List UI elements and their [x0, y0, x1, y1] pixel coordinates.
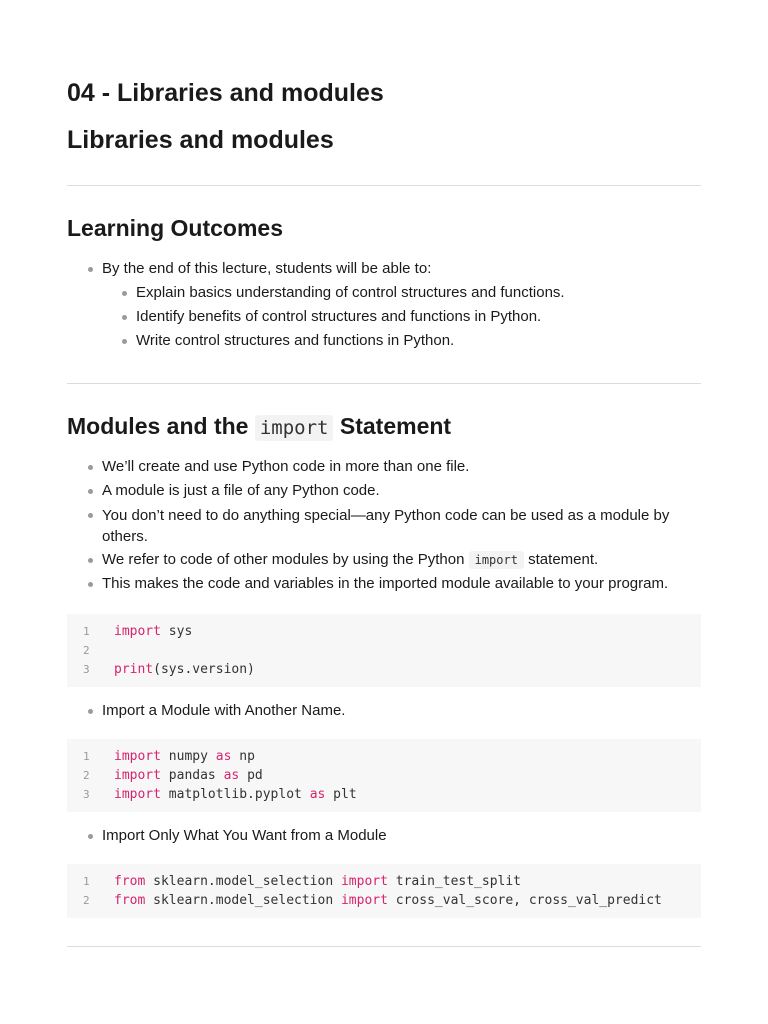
- divider: [67, 383, 701, 384]
- line-number: 2: [83, 894, 90, 907]
- list-item-text: By the end of this lecture, students will be able to:: [102, 260, 432, 277]
- modules-list: [102, 455, 702, 596]
- code-line: [67, 641, 701, 660]
- list-item: We’ll create and use Python code in more than one file.: [102, 455, 702, 479]
- code-line: [67, 766, 701, 785]
- code-text: train_test_split: [387, 874, 522, 889]
- line-number: 1: [83, 875, 90, 888]
- code-text: np: [231, 749, 255, 764]
- inline-code: import: [469, 551, 524, 569]
- section-heading-learning-outcomes: Learning Outcomes: [67, 215, 283, 241]
- code-text: matplotlib.pyplot: [160, 787, 310, 802]
- code-line: [67, 660, 701, 679]
- learning-outcomes-list: [102, 257, 702, 353]
- line-number: 2: [83, 769, 90, 782]
- inline-code: import: [255, 415, 334, 441]
- keyword: import: [114, 749, 161, 764]
- keyword: from: [114, 893, 146, 908]
- from-import-list: [102, 824, 702, 848]
- line-number: 1: [83, 625, 90, 638]
- list-item: [102, 257, 702, 353]
- line-number: 3: [83, 788, 90, 801]
- code-text: pandas: [160, 768, 224, 783]
- list-item: [102, 548, 702, 572]
- list-item: A module is just a file of any Python code.: [102, 479, 702, 503]
- code-line: [67, 872, 701, 891]
- code-text: sklearn.model_selection: [145, 893, 341, 908]
- list-item: Explain basics understanding of control structures and functions.: [136, 281, 702, 305]
- list-item: This makes the code and variables in the imported module available to your program.: [102, 572, 702, 596]
- keyword: import: [114, 787, 161, 802]
- code-block-import-sys: [67, 614, 701, 687]
- list-item: Write control structures and functions in Python.: [136, 329, 702, 353]
- code-line: [67, 622, 701, 641]
- code-line: [67, 891, 701, 910]
- alias-list: [102, 699, 702, 723]
- code-text: cross_val_score, cross_val_predict: [387, 893, 662, 908]
- code-text: plt: [325, 787, 357, 802]
- code-text: (sys.version): [153, 662, 255, 677]
- page-subtitle: Libraries and modules: [67, 126, 334, 154]
- code-line: [67, 747, 701, 766]
- code-line: [67, 785, 701, 804]
- heading-text: Statement: [339, 413, 452, 439]
- code-block-from-import: [67, 864, 701, 918]
- code-text: sklearn.model_selection: [145, 874, 341, 889]
- keyword: as: [223, 768, 240, 783]
- list-item: Import Only What You Want from a Module: [102, 824, 702, 848]
- sub-list: [102, 281, 702, 353]
- list-item: Identify benefits of control structures and functions in Python.: [136, 305, 702, 329]
- keyword: import: [114, 768, 161, 783]
- list-item-text: We refer to code of other modules by using the Python: [102, 551, 465, 568]
- line-number: 3: [83, 663, 90, 676]
- heading-text: Modules and the: [67, 413, 249, 439]
- code-text: sys: [160, 624, 193, 639]
- divider: [67, 185, 701, 186]
- code-text: numpy: [160, 749, 216, 764]
- page-title: 04 - Libraries and modules: [67, 79, 384, 107]
- keyword: print: [114, 662, 154, 677]
- line-number: 2: [83, 644, 90, 657]
- divider: [67, 946, 701, 947]
- list-item-text: statement.: [528, 551, 599, 568]
- list-item: Import a Module with Another Name.: [102, 699, 702, 723]
- keyword: import: [340, 893, 388, 908]
- section-heading-modules: [67, 412, 451, 442]
- keyword: import: [114, 624, 161, 639]
- keyword: import: [340, 874, 388, 889]
- code-text: pd: [239, 768, 263, 783]
- keyword: from: [114, 874, 146, 889]
- keyword: as: [215, 749, 232, 764]
- line-number: 1: [83, 750, 90, 763]
- keyword: as: [309, 787, 326, 802]
- list-item: You don’t need to do anything special—any Python code can be used as a module by others.: [102, 503, 702, 548]
- code-block-import-alias: [67, 739, 701, 812]
